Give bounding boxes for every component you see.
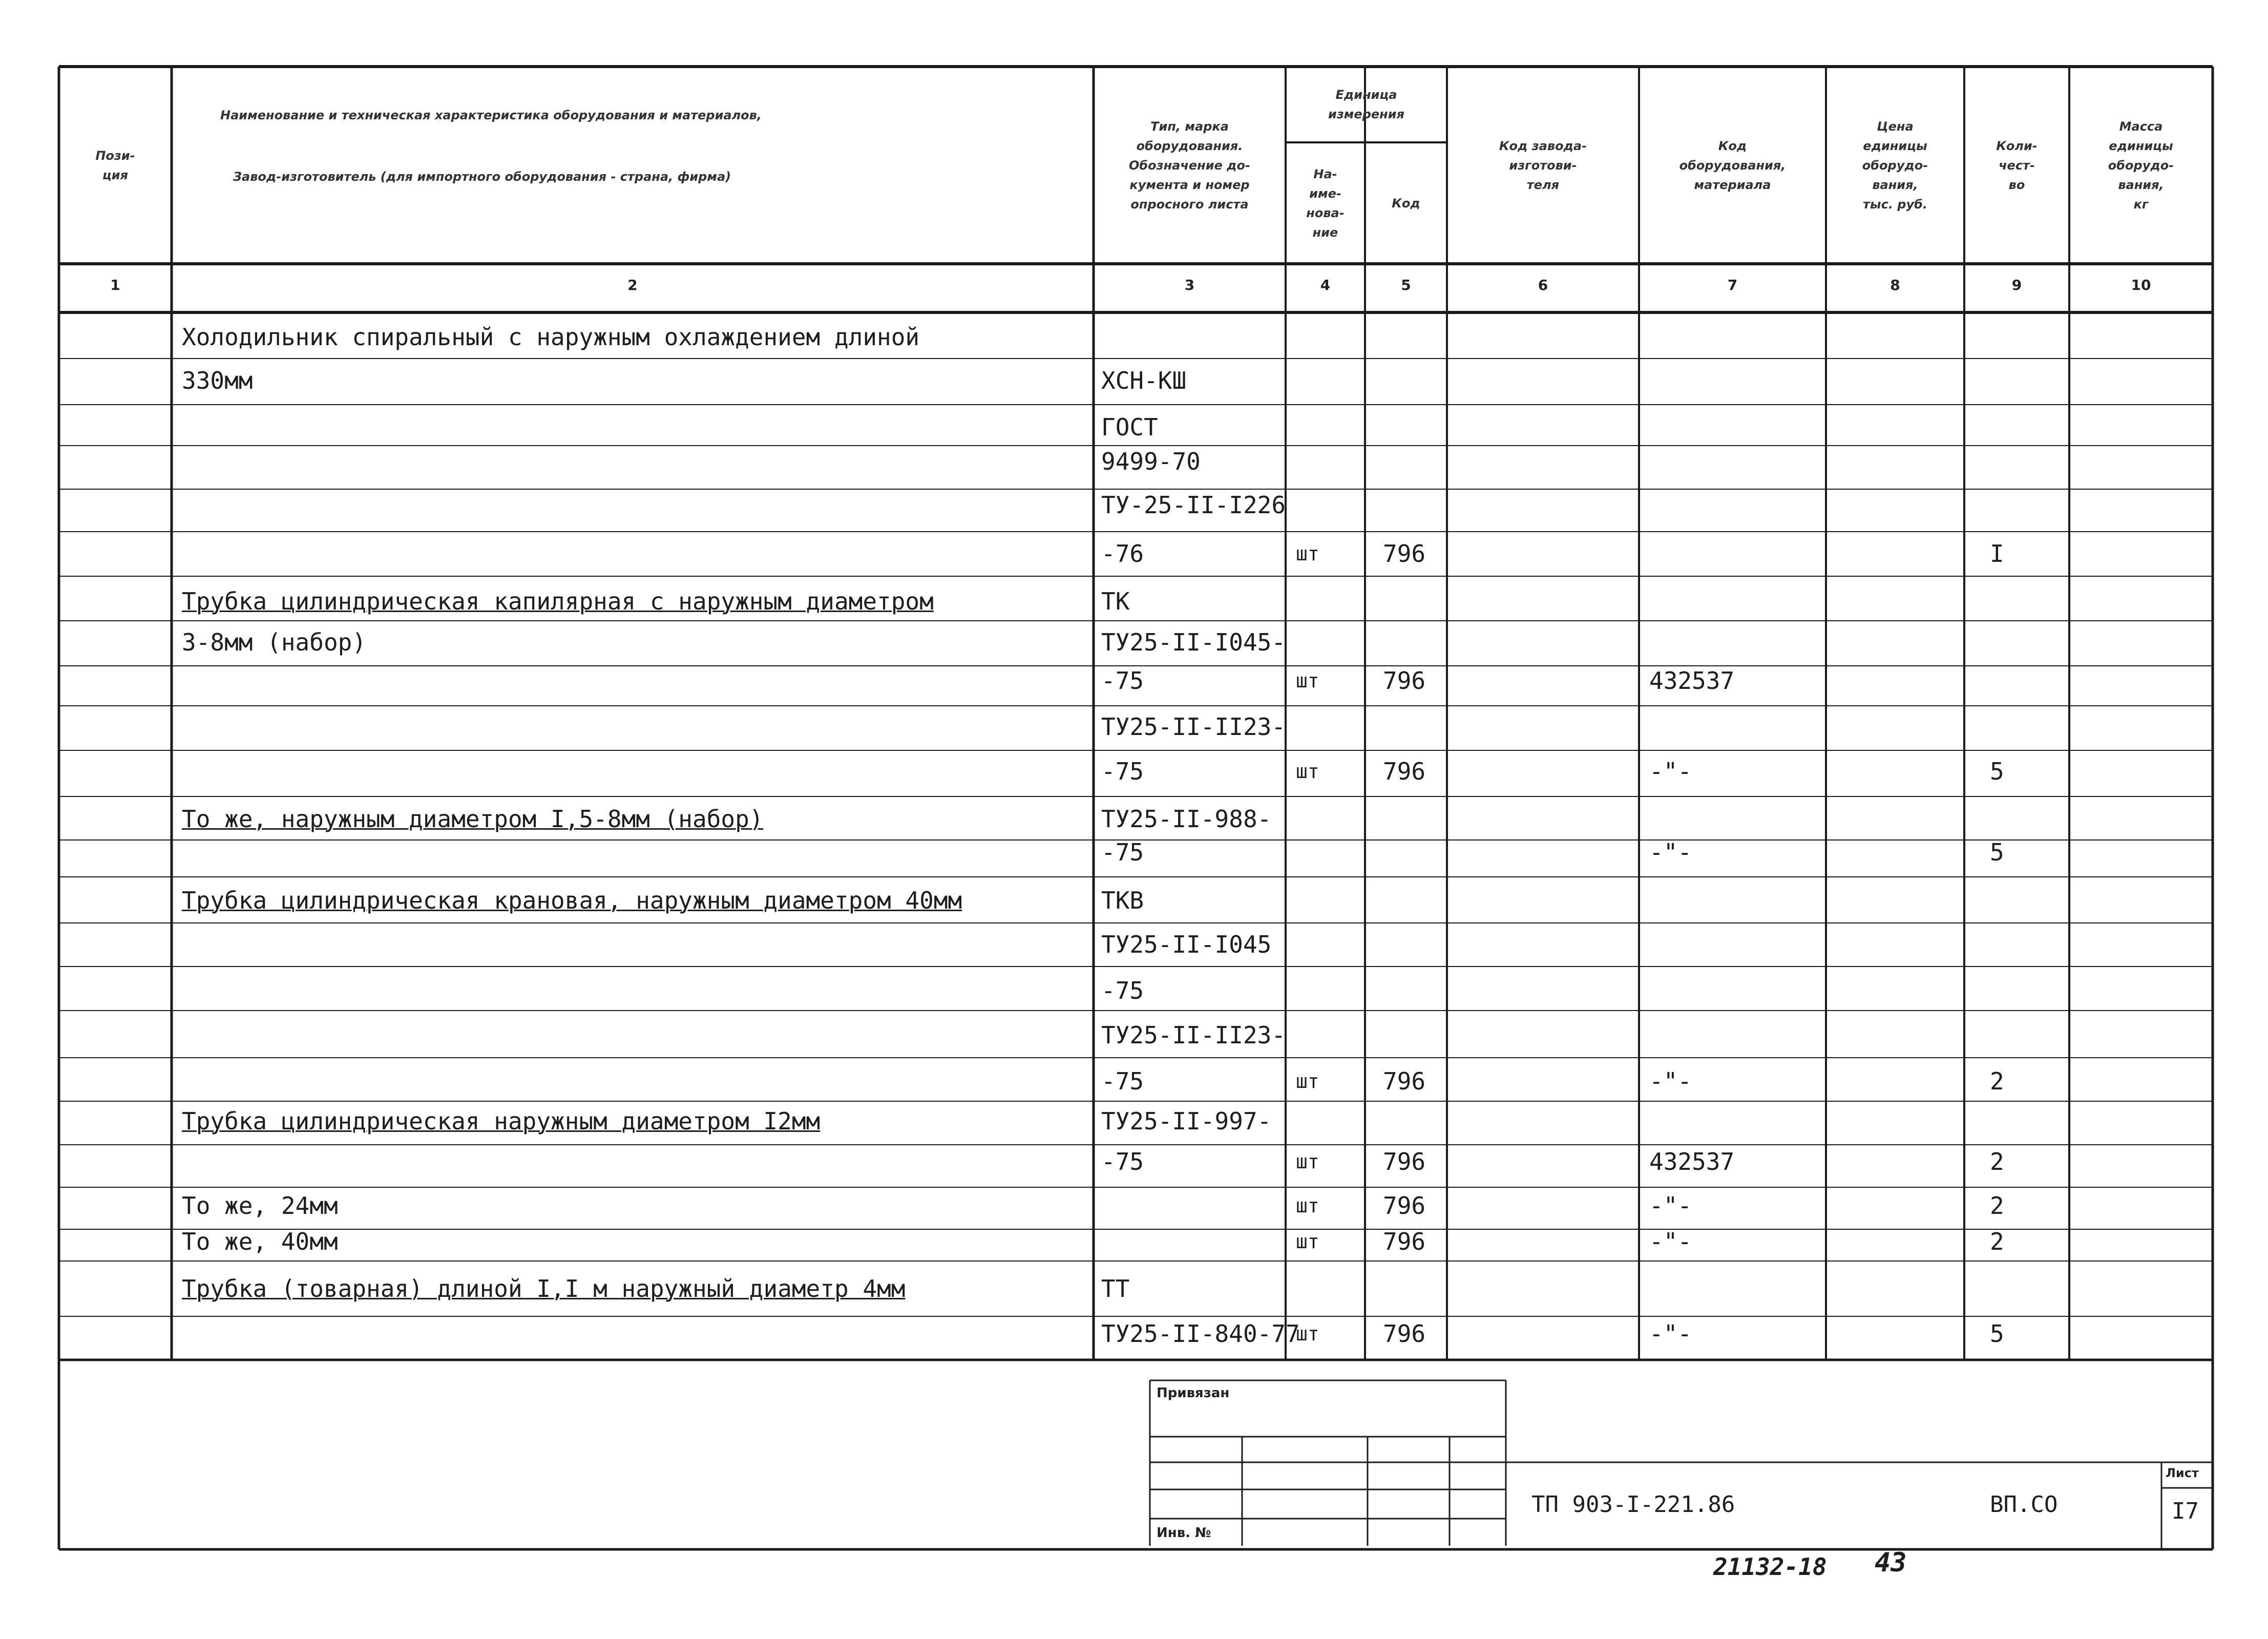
stamp-document-code: ТП 903-I-221.86 bbox=[1531, 1491, 1735, 1518]
item-quantity: 2 bbox=[1990, 1067, 2004, 1095]
item-equipment-code: 432537 bbox=[1649, 1148, 1735, 1175]
item-type-mark: -75 bbox=[1101, 1067, 1144, 1095]
item-unit-name: шт bbox=[1296, 1194, 1319, 1217]
item-name: 330мм bbox=[182, 367, 253, 394]
item-unit-name: шт bbox=[1296, 760, 1319, 783]
item-name: 3-8мм (набор) bbox=[182, 628, 367, 656]
item-unit-name: шт bbox=[1296, 1322, 1319, 1345]
item-type-mark: ТУ25-II-988- bbox=[1101, 805, 1272, 833]
header-manufacturer-code: Код завода- изготови- теля bbox=[1499, 138, 1587, 192]
item-name: Трубка цилиндрическая наружным диаметром I2мм bbox=[182, 1107, 821, 1135]
item-type-mark: ТУ25-II-I045 bbox=[1101, 931, 1272, 958]
item-type-mark: ТУ25-II-II23- bbox=[1101, 1021, 1286, 1049]
stamp-sheet-label: Лист bbox=[2166, 1466, 2199, 1480]
item-type-mark: -75 bbox=[1101, 977, 1144, 1004]
item-type-mark: ТУ25-II-840-77 bbox=[1101, 1320, 1300, 1348]
header-equipment-code: Код оборудования, материала bbox=[1679, 138, 1786, 192]
item-quantity: 2 bbox=[1990, 1148, 2004, 1175]
item-type-mark: 9499-70 bbox=[1101, 448, 1201, 475]
column-number: 8 bbox=[1890, 277, 1900, 293]
item-unit-name: шт bbox=[1296, 1070, 1319, 1092]
item-quantity: 5 bbox=[1990, 1320, 2004, 1348]
column-number: 10 bbox=[2131, 277, 2151, 293]
item-type-mark: ТУ-25-II-I226 bbox=[1101, 491, 1286, 519]
column-number: 9 bbox=[2011, 277, 2022, 293]
item-name: Холодильник спиральный с наружным охлаждением длиной bbox=[182, 323, 920, 351]
item-unit-code: 796 bbox=[1383, 1320, 1426, 1348]
item-type-mark: ТУ25-II-II23- bbox=[1101, 713, 1286, 741]
header-mass: Масса единицы оборудо- вания, кг bbox=[2108, 119, 2174, 212]
item-unit-name: шт bbox=[1296, 542, 1319, 565]
item-name: То же, 24мм bbox=[182, 1192, 338, 1220]
item-type-mark: ТУ25-II-997- bbox=[1101, 1107, 1272, 1135]
item-unit-name: шт bbox=[1296, 669, 1319, 692]
header-unit: Единица измерения bbox=[1328, 88, 1404, 121]
item-equipment-code: -"- bbox=[1649, 758, 1692, 785]
item-equipment-code: 432537 bbox=[1649, 667, 1735, 695]
header-type: Тип, марка оборудования. Обозначение до- кумента и номер опросного листа bbox=[1129, 119, 1250, 212]
column-number: 2 bbox=[627, 277, 638, 293]
item-name: То же, 40мм bbox=[182, 1228, 338, 1255]
item-name: То же, наружным диаметром I,5-8мм (набор) bbox=[182, 805, 764, 833]
item-quantity: 5 bbox=[1990, 758, 2004, 785]
item-type-mark: ТУ25-II-I045- bbox=[1101, 628, 1286, 656]
item-unit-code: 796 bbox=[1383, 667, 1426, 695]
stamp-attached-label: Привязан bbox=[1157, 1385, 1230, 1401]
item-type-mark: -75 bbox=[1101, 758, 1144, 785]
item-equipment-code: -"- bbox=[1649, 1067, 1692, 1095]
item-unit-code: 796 bbox=[1383, 1192, 1426, 1220]
column-number: 4 bbox=[1320, 277, 1331, 293]
column-number: 1 bbox=[110, 277, 120, 293]
stamp-section-code: ВП.СО bbox=[1990, 1491, 2058, 1518]
header-name-line1: Наименование и техническая характеристика оборудования и материалов, bbox=[220, 108, 762, 122]
item-type-mark: ТКВ bbox=[1101, 887, 1144, 914]
item-name: Трубка (товарная) длиной I,I м наружный диаметр 4мм bbox=[182, 1275, 906, 1302]
item-type-mark: ТТ bbox=[1101, 1275, 1130, 1302]
item-type-mark: -76 bbox=[1101, 540, 1144, 568]
column-number: 5 bbox=[1401, 277, 1411, 293]
item-quantity: 2 bbox=[1990, 1228, 2004, 1255]
item-type-mark: -75 bbox=[1101, 838, 1144, 866]
item-unit-name: шт bbox=[1296, 1150, 1319, 1173]
item-unit-code: 796 bbox=[1383, 1067, 1426, 1095]
item-name: Трубка цилиндрическая капилярная с наружным диаметром bbox=[182, 587, 934, 615]
item-equipment-code: -"- bbox=[1649, 838, 1692, 866]
item-type-mark: -75 bbox=[1101, 1148, 1144, 1175]
item-quantity: 2 bbox=[1990, 1192, 2004, 1220]
archive-number: 21132-18 bbox=[1713, 1553, 1827, 1581]
item-unit-name: шт bbox=[1296, 1230, 1319, 1253]
column-number: 7 bbox=[1727, 277, 1738, 293]
header-position: Пози- ция bbox=[95, 148, 135, 182]
header-unit-code: Код bbox=[1392, 196, 1420, 211]
page-number: 43 bbox=[1875, 1547, 1907, 1578]
header-quantity: Коли- чест- во bbox=[1996, 138, 2038, 192]
item-equipment-code: -"- bbox=[1649, 1320, 1692, 1348]
item-type-mark: ТК bbox=[1101, 587, 1130, 615]
item-unit-code: 796 bbox=[1383, 1148, 1426, 1175]
header-price: Цена единицы оборудо- вания, тыс. руб. bbox=[1862, 119, 1928, 212]
item-type-mark: ХСН-КШ bbox=[1101, 367, 1187, 394]
item-unit-code: 796 bbox=[1383, 540, 1426, 568]
header-name-line2: Завод-изготовитель (для импортного оборудования - страна, фирма) bbox=[233, 170, 731, 184]
stamp-inventory-label: Инв. № bbox=[1157, 1525, 1211, 1541]
item-name: Трубка цилиндрическая крановая, наружным диаметром 40мм bbox=[182, 887, 962, 914]
item-quantity: I bbox=[1990, 540, 2004, 568]
column-number: 3 bbox=[1184, 277, 1195, 293]
item-equipment-code: -"- bbox=[1649, 1228, 1692, 1255]
item-type-mark: -75 bbox=[1101, 667, 1144, 695]
stamp-sheet-number: I7 bbox=[2172, 1498, 2199, 1524]
item-unit-code: 796 bbox=[1383, 1228, 1426, 1255]
item-type-mark: ГОСТ bbox=[1101, 413, 1158, 441]
item-unit-code: 796 bbox=[1383, 758, 1426, 785]
item-quantity: 5 bbox=[1990, 838, 2004, 866]
column-number: 6 bbox=[1538, 277, 1548, 293]
item-equipment-code: -"- bbox=[1649, 1192, 1692, 1220]
header-unit-name: На- име- нова- ние bbox=[1306, 166, 1345, 240]
